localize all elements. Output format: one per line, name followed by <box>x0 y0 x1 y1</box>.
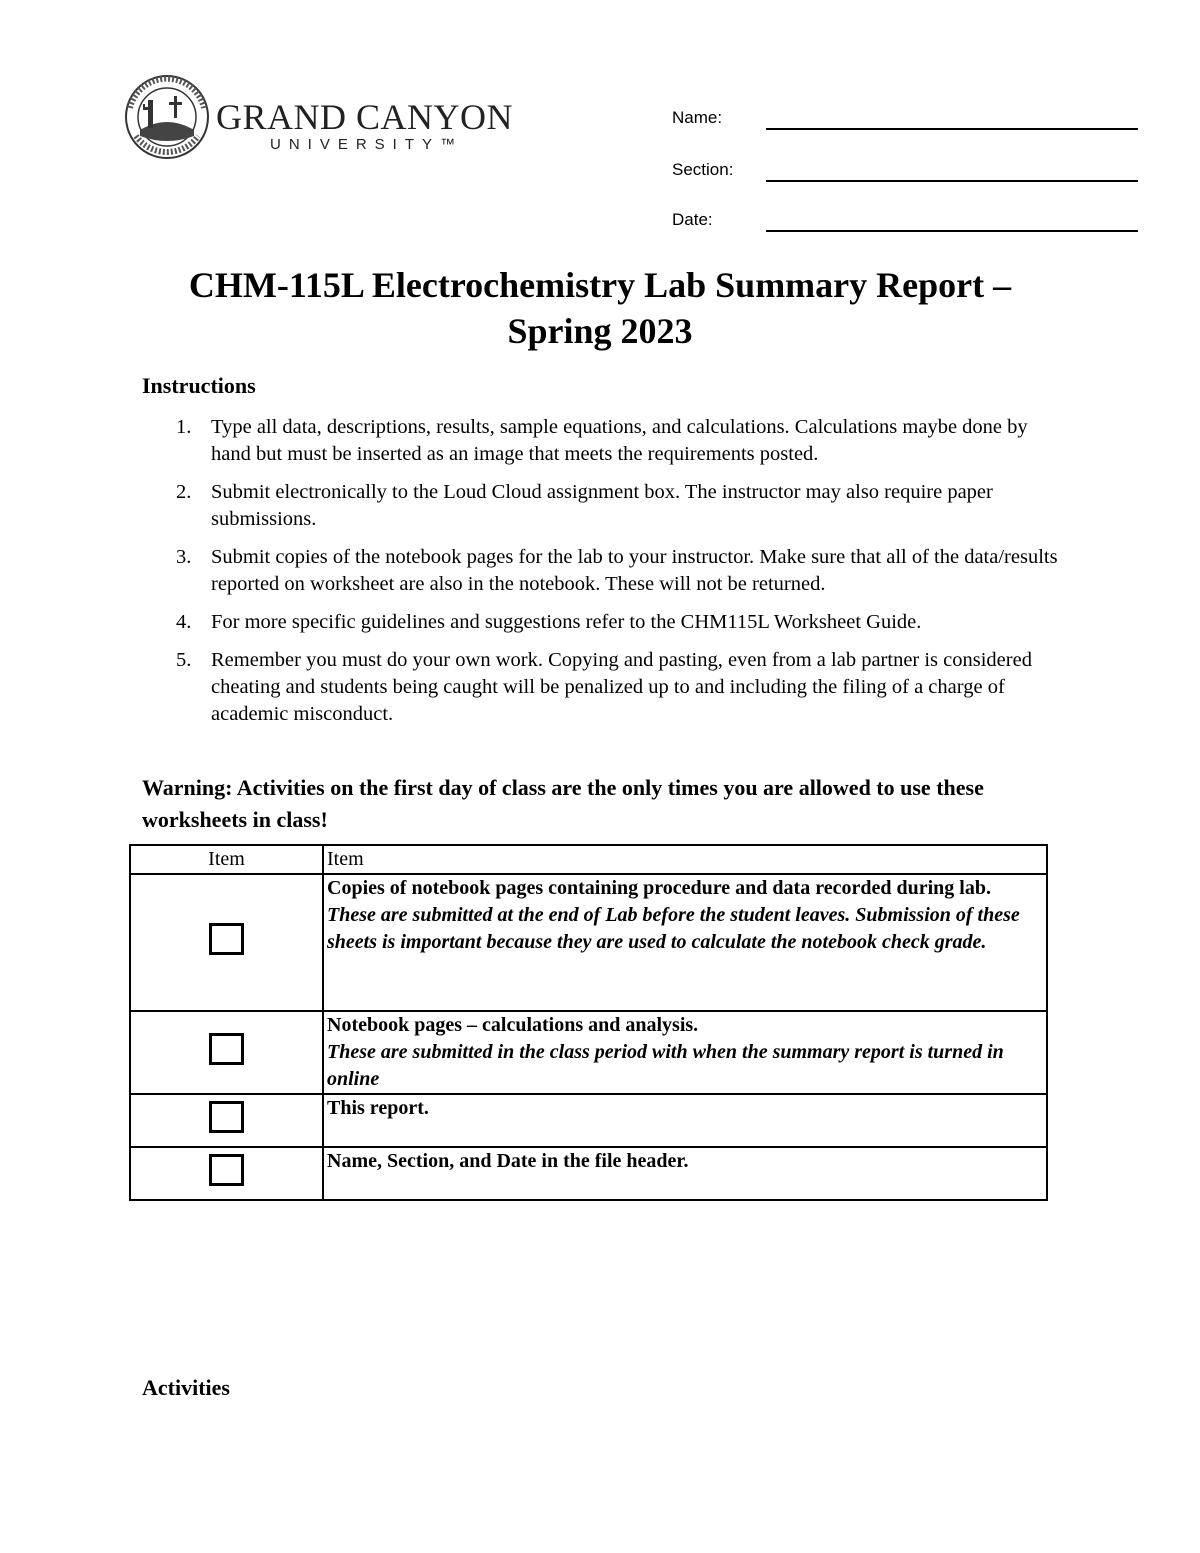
logo-name-line2: UNIVERSITY™ <box>270 136 464 153</box>
page-title <box>0 262 1200 354</box>
logo-name-line1: GRAND CANYON <box>216 97 514 137</box>
section-underline <box>766 180 1138 182</box>
date-label: Date: <box>672 210 713 229</box>
list-item: 1. Type all data, descriptions, results, sample equations, and calculations. Calculations maybe done by hand but must be inserted as an image that meets the requirements posted. <box>176 416 1028 465</box>
column-header: Item <box>323 845 1047 874</box>
item-title: Name, Section, and Date in the file header. <box>327 1150 689 1172</box>
item-title: Copies of notebook pages containing procedure and data recorded during lab. <box>327 877 991 899</box>
name-field[interactable] <box>672 100 1142 130</box>
column-header: Item <box>130 845 323 874</box>
section-label: Section: <box>672 160 734 179</box>
name-label: Name: <box>672 108 723 127</box>
name-underline <box>766 128 1138 130</box>
table-row <box>130 1094 1047 1147</box>
list-item: 3. Submit copies of the notebook pages for the lab to your instructor. Make sure that all of the data/results reported on worksheet are also in the notebook. These will not be returned. <box>176 546 1058 595</box>
checkbox[interactable] <box>209 1033 244 1065</box>
instructions-heading: Instructions <box>142 373 256 398</box>
university-seal-icon <box>124 74 212 160</box>
list-item: 4. For more specific guidelines and suggestions refer to the CHM115L Worksheet Guide. <box>176 611 922 633</box>
warning-text: Warning: Activities on the first day of class are the only times you are allowed to use these worksheets in class! <box>142 775 984 832</box>
title-line2: Spring 2023 <box>507 311 693 351</box>
university-logo <box>124 74 514 160</box>
instructions-list <box>142 414 1072 739</box>
submission-checklist <box>129 844 1048 1201</box>
section-field[interactable] <box>672 152 1142 182</box>
table-row <box>130 1147 1047 1200</box>
item-note: These are submitted at the end of Lab before the student leaves. Submission of these sheets is important because they are used to calculate the notebook check grade. <box>327 904 1020 953</box>
checkbox[interactable] <box>209 1154 244 1186</box>
date-field[interactable] <box>672 202 1142 232</box>
item-title: This report. <box>327 1097 429 1119</box>
date-underline <box>766 230 1138 232</box>
table-row <box>130 874 1047 1011</box>
item-title: Notebook pages – calculations and analysis. <box>327 1014 699 1036</box>
table-header-row <box>130 845 1047 874</box>
table-row <box>130 1011 1047 1094</box>
checkbox[interactable] <box>209 923 244 955</box>
list-item: 2. Submit electronically to the Loud Cloud assignment box. The instructor may also require paper submissions. <box>176 481 993 530</box>
title-line1: CHM-115L Electrochemistry Lab Summary Report – <box>188 265 1012 305</box>
item-note: These are submitted in the class period with when the summary report is turned in online <box>327 1041 1004 1090</box>
list-item: 5. Remember you must do your own work. Copying and pasting, even from a lab partner is considered cheating and students being caught will be penalized up to and including the filing of a charge of academic misconduct. <box>176 649 1032 725</box>
activities-heading: Activities <box>142 1375 230 1400</box>
checkbox[interactable] <box>209 1101 244 1133</box>
